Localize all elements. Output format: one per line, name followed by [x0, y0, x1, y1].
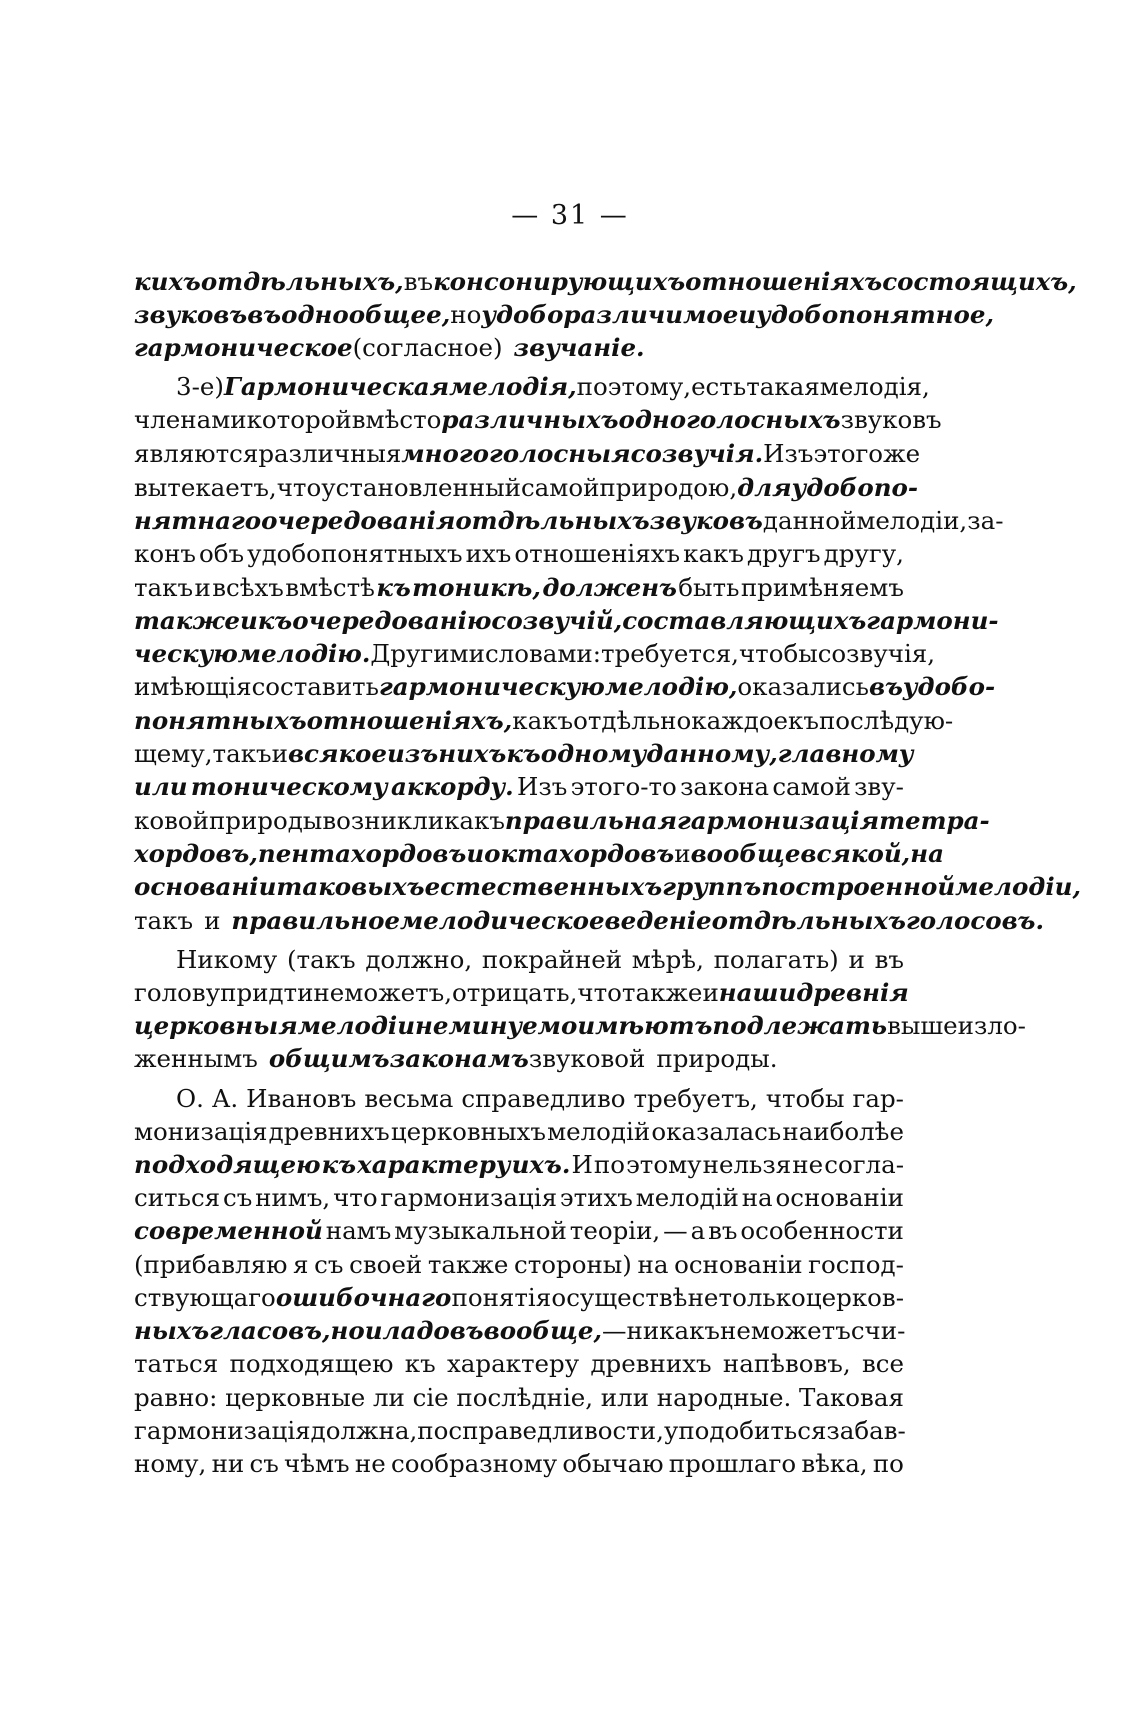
- text-line: ковой природы возникли какъ правильная гармонизація тетра-: [134, 806, 990, 835]
- text-line: вытекаетъ, что установленный самой природою, для удобопо-: [134, 473, 919, 502]
- text-line: такъ и всѣхъ вмѣстѣ къ тоникѣ, долженъ быть примѣняемъ: [134, 573, 904, 602]
- text-line: женнымъ общимъ законамъ звуковой природы.: [134, 1044, 778, 1073]
- text-line: церковныя мелодіи неминуемо имѣютъ подлежать выше изло-: [134, 1011, 1026, 1040]
- text-line: ствующаго ошибочнаго понятія о существѣ не только церков-: [134, 1283, 904, 1312]
- text-line: гармонизація должна, по справедливости, уподобиться забав-: [134, 1416, 906, 1445]
- page-number: — 31 —: [511, 200, 629, 231]
- text-line: понятныхъ отношеніяхъ, какъ отдѣльно каждое къ послѣдую-: [134, 706, 954, 735]
- text-line: щему, такъ и всякое изъ нихъ къ одному данному, главному: [134, 739, 914, 768]
- text-line: звуковъ въ одно общее, но удоборазличимое и удобопонятное,: [134, 300, 994, 329]
- text-line: ныхъ гласовъ, но и ладовъ вообще, — никакъ не можетъ счи-: [134, 1316, 906, 1345]
- text-line: членами которой вмѣсто различныхъ одноголосныхъ звуковъ: [134, 405, 942, 434]
- text-line: ческую мелодію. Другими словами: требуется, чтобы созвучія,: [134, 639, 936, 668]
- text-line: равно: церковные ли сіе послѣдніе, или народные. Таковая: [134, 1383, 904, 1412]
- text-line: ному, ни съ чѣмъ не сообразному обычаю прошлаго вѣка, по: [134, 1449, 904, 1478]
- text-line: являются различныя многоголосныя созвучія. Изъ этого же: [134, 439, 921, 468]
- text-line: современной намъ музыкальной теоріи, — а въ особенности: [134, 1216, 904, 1245]
- text-line: кихъ отдѣльныхъ, въ консонирующихъ отношеніяхъ состоящихъ,: [134, 267, 1077, 296]
- text-line: подходящею къ характеру ихъ. И по этому нельзя не согла-: [134, 1150, 904, 1179]
- text-line: хордовъ, пентахордовъ и октахордовъ и вообще всякой, на: [134, 839, 944, 868]
- text-line: или тоническому аккорду. Изъ этого-то закона самой зву-: [134, 772, 904, 801]
- text-line: голову придти не можетъ, отрицать, что также и наши древнія: [134, 978, 909, 1007]
- text-line: конъ объ удобопонятныхъ ихъ отношеніяхъ какъ другъ другу,: [134, 539, 904, 568]
- text-line: основаніи таковыхъ естественныхъ группъ построенной мелодіи,: [134, 872, 1081, 901]
- text-line: гармоническое (согласное) звучаніе.: [134, 333, 645, 362]
- text-line: (прибавляю я съ своей также стороны) на основаніи господ-: [134, 1250, 904, 1279]
- text-line: монизація древнихъ церковныхъ мелодій оказалась наиболѣе: [134, 1117, 904, 1146]
- text-line: ситься съ нимъ, что гармонизація этихъ мелодій на основаніи: [134, 1183, 904, 1212]
- text-line: имѣющія составить гармоническую мелодію, оказались въ удобо-: [134, 672, 996, 701]
- text-line: Никому (такъ должно, покрайней мѣрѣ, полагать) и въ: [176, 945, 904, 974]
- text-line: также и къ очередованію созвучій, составляющихъ гармони-: [134, 606, 999, 635]
- text-line: нятнаго очередованія отдѣльныхъ звуковъ данной мелодіи, за-: [134, 506, 1004, 535]
- text-line: О. А. Ивановъ весьма справедливо требуетъ, чтобы гар-: [176, 1084, 904, 1113]
- text-line: 3-е) Гармоническая мелодія, по этому, есть такая мелодія,: [176, 372, 930, 401]
- text-line: такъ и правильное мелодическое веденіе отдѣльныхъ голосовъ.: [134, 906, 1045, 935]
- text-line: таться подходящею къ характеру древнихъ напѣвовъ, все: [134, 1349, 904, 1378]
